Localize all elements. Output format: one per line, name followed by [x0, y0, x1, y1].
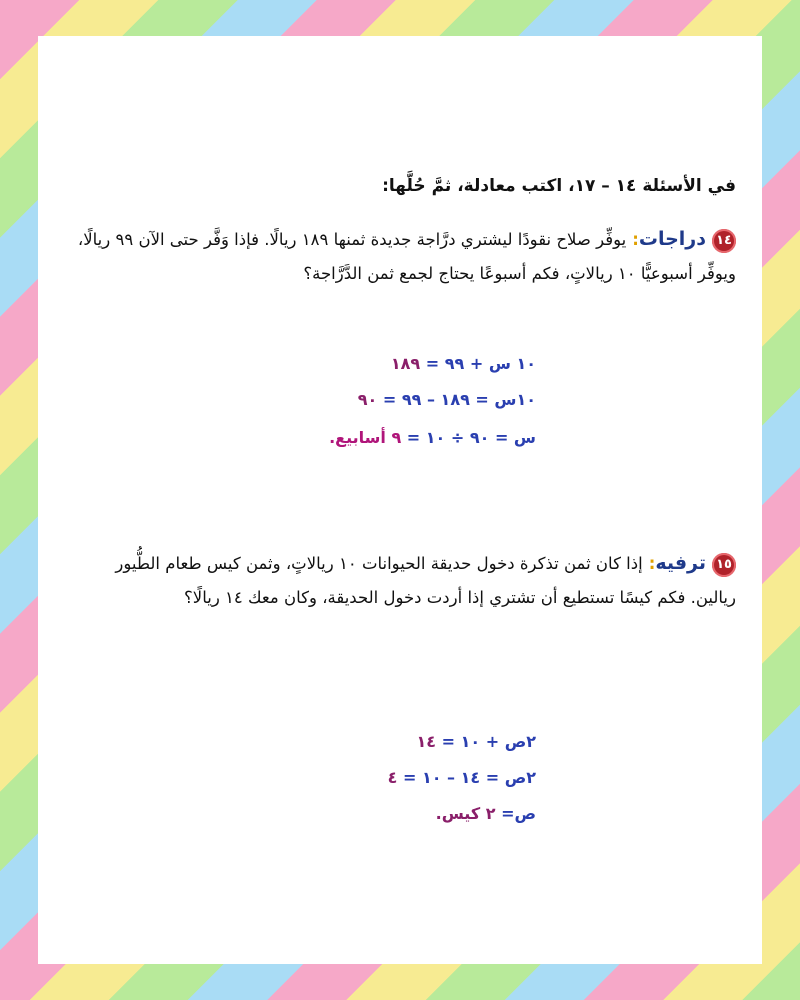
equation-left: ١٠س = ١٨٩ – ٩٩ = — [382, 390, 536, 409]
problem-topic: دراجات — [638, 228, 706, 250]
problem-15 — [86, 546, 736, 615]
equation-left: ٢ص + ١٠ = — [441, 732, 536, 751]
problem-14 — [62, 222, 736, 291]
equation-left: ١٠ س + ٩٩ = — [425, 354, 536, 373]
problem-number-badge: ١٤ — [712, 229, 736, 253]
topic-colon: : — [632, 230, 639, 249]
solution-14-line-2 — [358, 390, 536, 409]
equation-result: ١٤ — [416, 732, 437, 751]
worksheet-content — [38, 36, 762, 964]
equation-result: ١٨٩ — [390, 354, 421, 373]
equation-left: س = ٩٠ ÷ ١٠ = — [406, 428, 536, 447]
equation-result: ٩ أسابيع. — [329, 428, 402, 447]
equation-left: ٢ص = ١٤ – ١٠ = — [402, 768, 536, 787]
solution-15-line-1 — [417, 732, 536, 751]
equation-result: ٢ كيس. — [435, 804, 496, 823]
solution-15-line-3 — [436, 804, 536, 823]
equation-result: ٩٠ — [357, 390, 378, 409]
problem-number-badge: ١٥ — [712, 553, 736, 577]
instruction-text: في الأسئلة ١٤ – ١٧، اكتب معادلة، ثمَّ حُلَّها: — [382, 176, 736, 196]
equation-left: ص= — [501, 804, 536, 823]
problem-text: إذا كان ثمن تذكرة دخول حديقة الحيوانات ١٠ ريالاتٍ، وثمن كيس طعام الطُّيور ريالين. فكم كيسًا تستطيع أن تشتري إذا أردت دخول الحديقة، وكان معك ١٤ ريالًا؟ — [115, 554, 736, 607]
solution-15-line-2 — [388, 768, 536, 787]
problem-topic: ترفيه — [655, 552, 706, 574]
solution-14-line-1 — [391, 354, 536, 373]
worksheet-card — [38, 36, 762, 964]
topic-colon: : — [648, 554, 656, 573]
problem-text: يوفِّر صلاح نقودًا ليشتري درَّاجة جديدة ثمنها ١٨٩ ريالًا. فإذا وَفَّر حتى الآن ٩٩ ريالًا، ويوفِّر أسبوعيًّا ١٠ ريالاتٍ، فكم أسبوعًا يحتاج لجمع ثمن الدَّرَّاجة؟ — [77, 230, 736, 283]
solution-14-line-3 — [329, 428, 536, 447]
equation-result: ٤ — [387, 768, 398, 787]
